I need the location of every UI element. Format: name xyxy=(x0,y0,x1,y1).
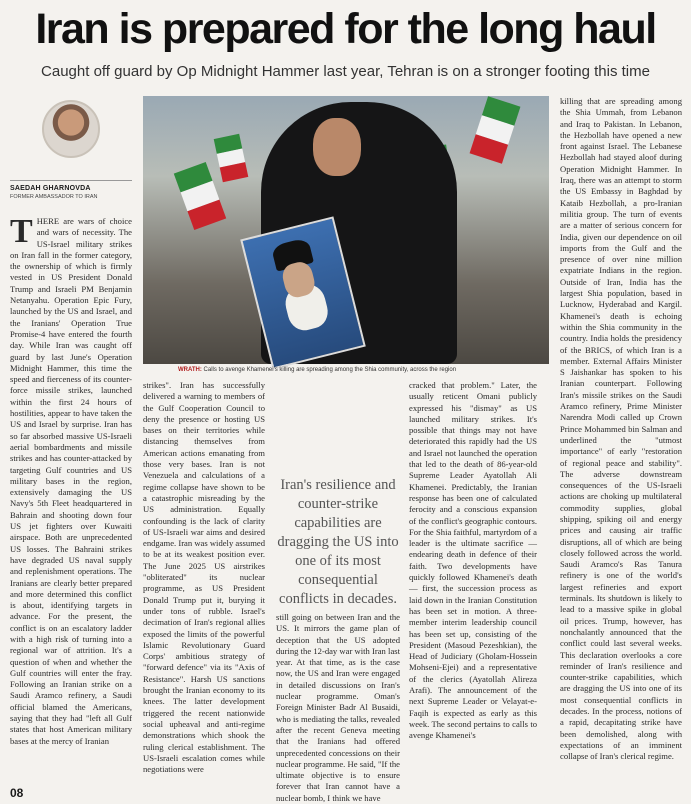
author-block xyxy=(10,92,132,200)
author-name: SAEDAH GHARNOVDA xyxy=(10,185,91,192)
page-number: 08 xyxy=(10,786,24,800)
article-column-2: strikes". Iran has successfully delivered a warning to members of the Gulf Cooperation Council to deny the presence or hosting US bases on their territories while distancing themselves from American actions emanating from those very bases. Iran is not Venezuela and calculations of a regime collapse have shown to be a catastrophic misreading by the US administration. Equally confounding is the lack of clarity of US-Israeli war aims and desired endgame. Iran was widely assumed to be at its weakest position ever. The June 2025 US airstrikes "obliterated" its nuclear programme, as US President Donald Trump put it, burying it under tons of rubble. Israel's decimation of Iran's regional allies exposed the limits of the powerful Islamic Revolutionary Guard Corps' ambitious strategy of "forward defence" via its "Axis of Resistance". Harsh US sanctions brought the Iranian economy to its knees. The latter development triggered the recent nationwide social upheaval and anti-regime demonstrations which shook the ruling clerical establishment. The US-Israeli escalation comes while negotiations were xyxy=(143,380,265,775)
subheadline: Caught off guard by Op Midnight Hammer last year, Tehran is on a stronger footing this time xyxy=(41,63,650,80)
author-avatar xyxy=(42,100,100,158)
article-column-3: still going on between Iran and the US. It mirrors the game plan of deception that the US adopted during the 12-day war with Iran last year. At that time, as is the case now, the US and Iran were engaged in detailed discussions on Iran's nuclear programme. Oman's Foreign Minister Badr Al Busaidi, who is mediating the talks, revealed after the recent Geneva meeting that the Iranians had offered unprecedented concessions on their nuclear programme. He said, "If the ultimate objective is to ensure forever that Iran cannot have a nuclear bomb, I think we have xyxy=(276,612,400,803)
author-divider xyxy=(10,180,132,181)
drop-cap: T xyxy=(10,213,33,250)
pull-quote: Iran's resilience and counter-strike capabilities are dragging the US into one of its most consequential conflicts in decades. xyxy=(277,477,399,607)
article-column-1: THERE are wars of choice and wars of necessity. The US-Israel military strikes on Iran fall in the former category, the ownership of which is firmly vested in US President Donald Trump and Israeli PM Benjamin Netanyahu. Operation Epic Fury, launched by the US and Israel, and the Iranians' Operation True Promise-4 have entered the fourth day. While Iran was caught off guard by last June's Operation Midnight Hammer, this time the speed and fierceness of its counter-force missile strikes, launched within the first 24 hours of hostilities, appear to have taken the US and Israel by surprise. Iran has so far absorbed massive US-Israeli aerial bombardments and missile strikes and has counter-attacked by targeting Gulf countries and US military bases in the region, extensively damaging the US Navy's 5th Fleet headquartered in Bahrain and shooting down four US jet fighters over Kuwaiti airspace. Both are unprecedented US losses. The Bahraini strikes have degraded US naval supply and replenishment operations. The Iranians are clearly better prepared and more determined this conflict is about, identifying targets in advance. For the present, the conflict is on an escalatory ladder with a high risk of turning into a regional war of attrition. It's a question of when and whether the Gulf countries will enter the fray. Following an Iranian strike on a Saudi Aramco refinery, a Saudi official blamed the Americans, saying that they had "left all Gulf states that host American military bases at the mercy of Iranian xyxy=(10,213,132,746)
headline: Iran is prepared for the long haul xyxy=(35,5,656,53)
photo-caption: WRATH: Calls to avenge Khamenei's killing are spreading among the Shia community, across the region xyxy=(178,367,457,373)
iran-flag-icon xyxy=(214,134,249,182)
protester-face xyxy=(313,118,361,176)
iran-flag-icon xyxy=(174,162,226,230)
author-role: FORMER AMBASSADOR TO IRAN xyxy=(10,194,98,200)
article-column-4: cracked that problem." Later, the usually reticent Omani publicly expressed his "dismay" as US launched military strikes. It's possible that things may not have deteriorated this rapidly had the US and Israel not launched the operation that led to the death of 86-year-old Supreme Leader Ayatollah Ali Khamenei. Predictably, the Iranian response has been one of calculated ferocity and a conscious expansion of the conflict's geographic contours. For the Shia faithful, martyrdom of a leader is the ultimate sacrifice — endearing death in defence of their faith. Two developments have quickly followed Khamenei's death — first, the succession process as laid down in the Iranian Constitution has been set in motion. A three-member interim leadership council has been set up, consisting of the President (Masoud Pezeshkian), the Head of Judiciary (Gholam-Hossein Mohseni-Ejei) and a representative of the clerics (Ayatollah Alireza Arafi). The announcement of the next Supreme Leader or Velayat-e-Faqih is expected as early as this week. The second pertains to calls to avenge Khamenei's xyxy=(409,380,537,741)
iran-flag-icon xyxy=(470,96,521,164)
article-column-5: killing that are spreading among the Shia Ummah, from Lebanon and Iraq to Pakistan. In Lebanon, the Hezbollah have opened a new front against Israel. The Lebanese Hezbollah had stayed aloof during Operation Midnight Hammer. In Iraq, there was an attempt to storm the US Embassy in Baghdad by Kataib Hezbollah, a pro-Iranian militia group. The turn of events are a matter of serious concern for India, given our dependence on oil imports from the Gulf and the presence of over nine million expatriate Indians in the region. Outside of Iran, India has the largest Shia population, based in Lucknow, Hyderabad and Kargil. Khamenei's death is echoing within the Shia community in the country. India holds the presidency of the BRICS, of which Iran is a member. External Affairs Minister S Jaishankar has spoken to his Iranian counterpart. Following Iran's missile strikes on the Saudi Aramco refinery, Prime Minister Narendra Modi called up Crown Prince Mohammed bin Salman and underlined the "utmost importance" of early "restoration of regional peace and stability". The adverse downstream consequences of the US-Israeli actions are choking up multilateral commodity supplies, global shipping, spiking oil and energy prices and causing air traffic disruptions, all of which are being closely followed across the world. Saudi Aramco's Ras Tanura refinery is one of the world's largest refineries and export terminals. Its shutdown is likely to lead to a massive spike in global oil prices. Trump, however, has nonchalantly announced that the conflict could last several weeks. This declaration overlooks a core reminder of Iran's resilience and counter-strike capabilities, which are dragging the US into one of its most consequential conflicts in decades. In the process, notions of a rapid, decapitating strike have been demolished, along with expectations of an imminent collapse of Iran's clerical regime. xyxy=(560,96,682,762)
news-photo xyxy=(143,96,549,364)
